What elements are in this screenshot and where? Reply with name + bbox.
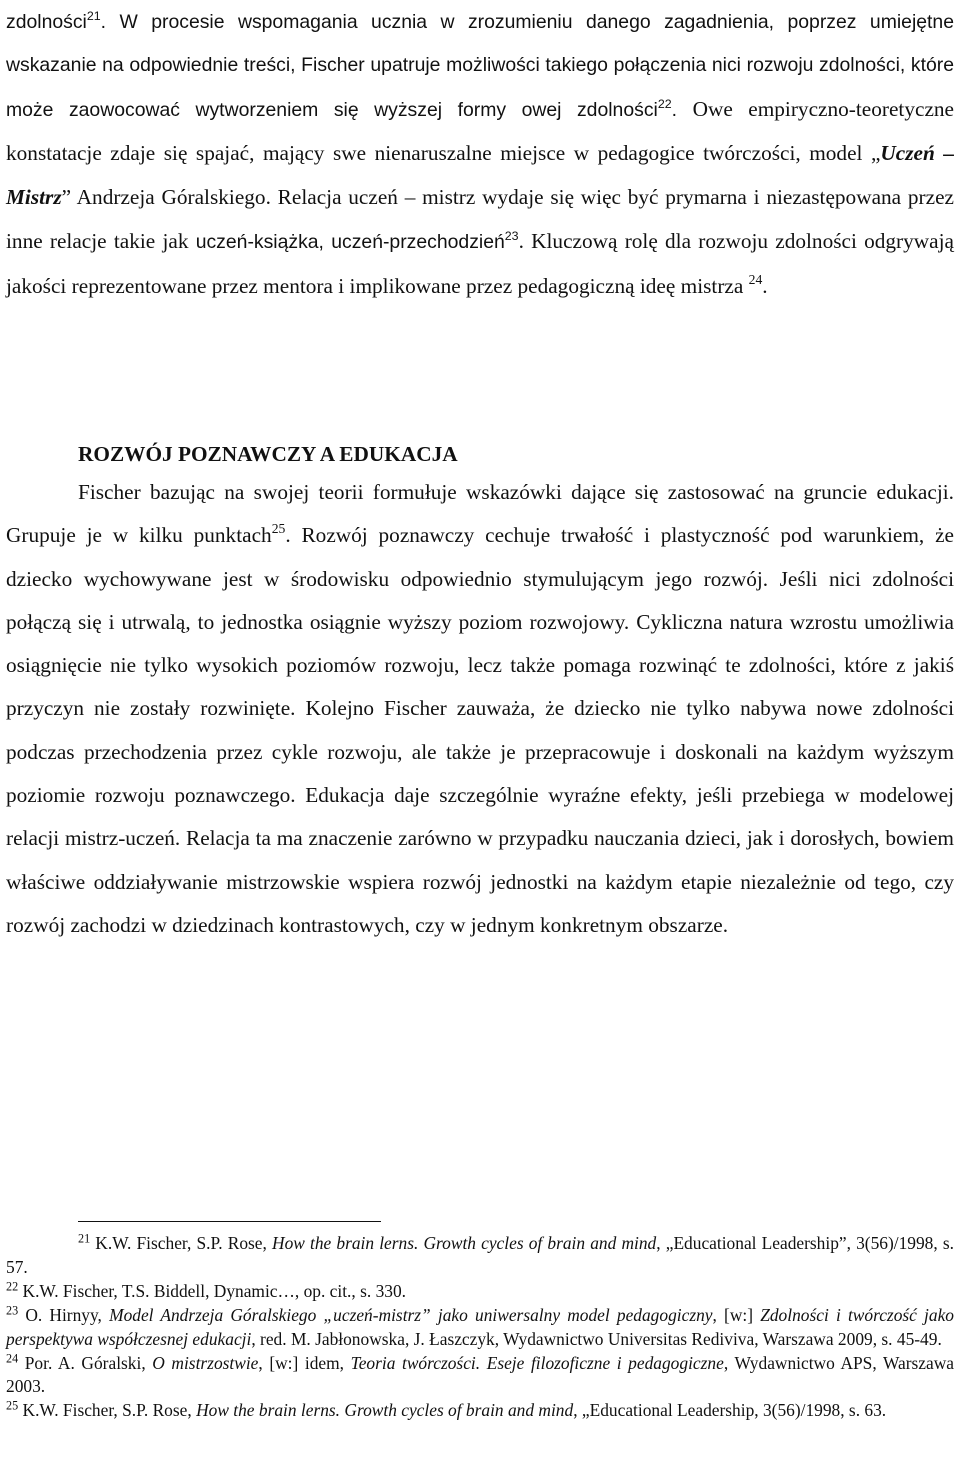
footnote-number: 23	[6, 1303, 19, 1318]
footnote-text: K.W. Fischer, S.P. Rose,	[22, 1400, 197, 1421]
model-name: Uczeń – Mistrz	[6, 140, 955, 210]
footnote-separator	[78, 1221, 381, 1222]
footnote-text: , „Educational Leadership, 3(56)/1998, s. 63.	[573, 1400, 887, 1421]
footnote-text: , „Educational Leadership”, 3(56)/1998, s. 57.	[6, 1233, 954, 1277]
footnote	[6, 1232, 954, 1280]
footnote-title: How the brain lerns. Growth cycles of brain and mind	[196, 1400, 574, 1421]
footnote	[6, 1280, 954, 1304]
footnote-ref[interactable]: 25	[271, 521, 286, 537]
footnote-text: , [w:] idem,	[258, 1352, 351, 1373]
footnote-text: , red. M. Jabłonowska, J. Łaszczyk, Wydawnictwo Universitas Rediviva, Warszawa 2009, s. 45-49.	[251, 1328, 942, 1349]
footnote	[6, 1352, 954, 1400]
footnote-title: Model Andrzeja Góralskiego „uczeń-mistrz” jako uniwersalny model pedagogiczny	[109, 1304, 713, 1325]
footnote-text: K.W. Fischer, S.P. Rose,	[95, 1233, 273, 1253]
text-run: .	[671, 98, 693, 121]
footnote-title: O mistrzostwie	[152, 1352, 259, 1373]
text-run: . Rozwój poznawczy cechuje trwałość i plastyczność pod warunkiem, że dziecko wychowywane jest w środowisku odpowiednio stymulującym jego rozwój. Jeśli nici zdolności połączą się i utrwalą, to jednostka osiągnie wyższy poziom rozwojowy. Cykliczna natura wzrostu umożliwia osiągnięcie nie tylko wysokich poziomów rozwoju, lecz także pomaga rozwinąć te zdolności, które z jakiś przyczyn nie zostały rozwinięte. Kolejno Fischer zauważa, że dziecko nie tylko nabywa nowe zdolności podczas przechodzenia przez cykle rozwoju, ale także je przepracowuje i doskonali na każdym wyższym poziomie rozwoju poznawczego. Edukacja daje szczególnie wyraźne efekty, jeśli przebiega w modelowej relacji mistrz-uczeń. Relacja ta ma znaczenie zarówno w przypadku nauczania dzieci, jak i dorosłych, bowiem właściwe oddziaływanie mistrzowskie wspiera rozwój jednostki na każdym etapie niezależnie od tego, czy rozwój zachodzi w dziedzinach kontrastowych, czy w jednym konkretnym obszarze.	[6, 523, 954, 937]
footnote-number: 21	[78, 1231, 91, 1246]
text-run: zdolności	[6, 11, 87, 33]
text-run: Owe empiryczno-teoretyczne konstatacje zdaje się spajać, mający swe nienaruszalne miejsce w pedagogice twórczości, model „	[6, 96, 954, 165]
text-run: . W procesie wspomagania ucznia w zrozumieniu danego zagadnienia, poprzez umiejętne wskazanie na odpowiednie treści, Fischer upatruje możliwości takiego połączenia nici rozwoju zdolności, które może zaowocować wytworzeniem się wyższej formy owej zdolności	[6, 11, 954, 121]
body-paragraph-1	[6, 1, 954, 309]
footnote-ref[interactable]: 22	[657, 96, 672, 111]
footnote-ref[interactable]: 21	[86, 8, 101, 23]
footnote-text: , [w:]	[712, 1304, 761, 1325]
footnote-number: 25	[6, 1398, 19, 1413]
footnote-ref[interactable]: 24	[748, 271, 763, 287]
text-run: . Kluczową rolę dla rozwoju zdolności odgrywają jakości reprezentowane przez mentora i implikowane przez pedagogiczną ideę mistrza	[6, 229, 954, 298]
text-run: ” Andrzeja Góralskiego. Relacja uczeń – mistrz wydaje się więc być prymarna i niezastępowana przez inne relacje takie jak	[6, 185, 954, 254]
footnote-text: Por. A. Góralski,	[24, 1352, 153, 1373]
footnote-number: 22	[6, 1279, 19, 1294]
footnote-title: How the brain lerns. Growth cycles of brain and mind	[272, 1233, 657, 1253]
text-run: uczeń-książka, uczeń-przechodzień	[195, 231, 505, 254]
footnote-title: Teoria twórczości. Eseje filozoficzne i pedagogiczne	[350, 1352, 724, 1373]
body-paragraph-2	[6, 471, 954, 947]
footnote	[6, 1304, 954, 1352]
footnote-title: Zdolności i twórczość jako perspektywa współczesnej edukacji	[6, 1304, 954, 1349]
footnotes	[6, 1232, 954, 1423]
footnote	[6, 1399, 954, 1423]
footnote-text: , Wydawnictwo APS, Warszawa 2003.	[6, 1352, 954, 1397]
footnote-ref[interactable]: 23	[504, 229, 519, 244]
footnote-number: 24	[6, 1350, 19, 1365]
text-run: .	[762, 273, 768, 298]
section-heading: ROZWÓJ POZNAWCZY A EDUKACJA	[78, 442, 458, 466]
footnote-text: O. Hirnyy,	[25, 1304, 110, 1325]
text-run: Fischer bazując na swojej teorii formułuje wskazówki dające się zastosować na gruncie edukacji. Grupuje je w kilku punktach	[6, 480, 954, 548]
footnote-text: K.W. Fischer, T.S. Biddell, Dynamic…, op. cit., s. 330.	[22, 1280, 406, 1301]
